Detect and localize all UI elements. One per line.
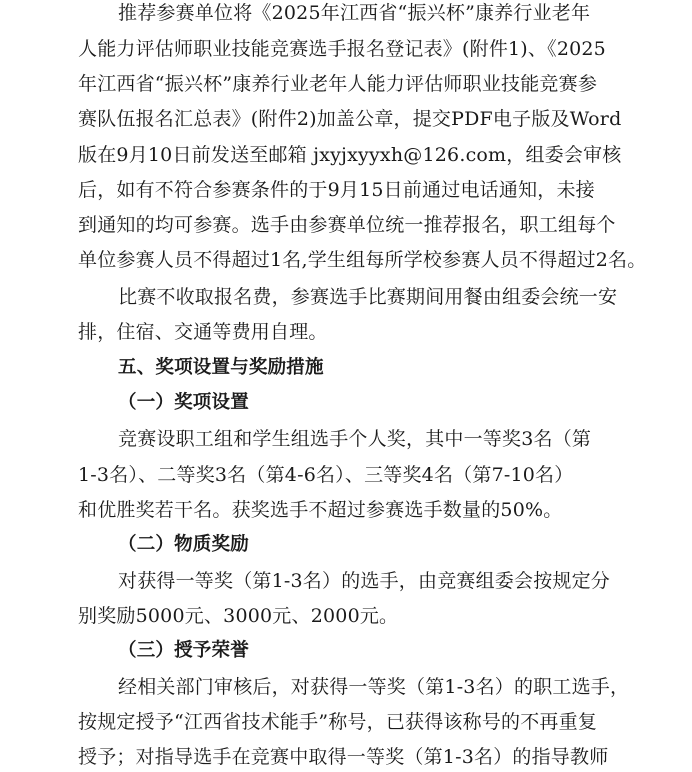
text-line: 年江西省“振兴杯”康养行业老年人能力评估师职业技能竞赛参: [78, 73, 598, 95]
text-line: 别奖励5000元、3000元、2000元。: [78, 605, 399, 627]
text-line: 对获得一等奖（第1-3名）的选手，由竞赛组委会按规定分: [118, 570, 610, 592]
text-line: 推荐参赛单位将《2025年江西省“振兴杯”康养行业老年: [118, 2, 591, 24]
section-heading: 五、奖项设置与奖励措施: [118, 357, 324, 378]
text-line: 1-3名）、二等奖3名（第4-6名）、三等奖4名（第7-10名）: [78, 464, 574, 486]
text-line: 和优胜奖若干名。获奖选手不超过参赛选手数量的50%。: [78, 499, 563, 521]
text-line: 版在9月10日前发送至邮箱 jxyjxyyxh@126.com，组委会审核: [78, 144, 622, 166]
text-line: 按规定授予“江西省技术能手”称号，已获得该称号的不再重复: [78, 711, 598, 733]
text-line: 授予；对指导选手在竞赛中取得一等奖（第1-3名）的指导教师: [78, 746, 609, 768]
text-line: 到通知的均可参赛。选手由参赛单位统一推荐报名，职工组每个: [78, 214, 616, 236]
text-line: 竞赛设职工组和学生组选手个人奖，其中一等奖3名（第: [118, 428, 592, 450]
text-line: 比赛不收取报名费，参赛选手比赛期间用餐由组委会统一安: [118, 286, 618, 308]
subsection-heading: （三）授予荣誉: [118, 640, 249, 661]
text-line: 单位参赛人员不得超过1名,学生组每所学校参赛人员不得超过2名。: [78, 249, 647, 271]
subsection-heading: （二）物质奖励: [118, 534, 249, 555]
subsection-heading: （一）奖项设置: [118, 392, 249, 413]
text-line: 赛队伍报名汇总表》(附件2)加盖公章，提交PDF电子版及Word: [78, 108, 622, 130]
text-line: 后，如有不符合参赛条件的于9月15日前通过电话通知，未接: [78, 179, 595, 201]
text-line: 人能力评估师职业技能竞赛选手报名登记表》(附件1)、《2025: [78, 38, 606, 60]
text-line: 经相关部门审核后，对获得一等奖（第1-3名）的职工选手，: [118, 676, 630, 698]
text-line: 排，住宿、交通等费用自理。: [78, 321, 328, 343]
